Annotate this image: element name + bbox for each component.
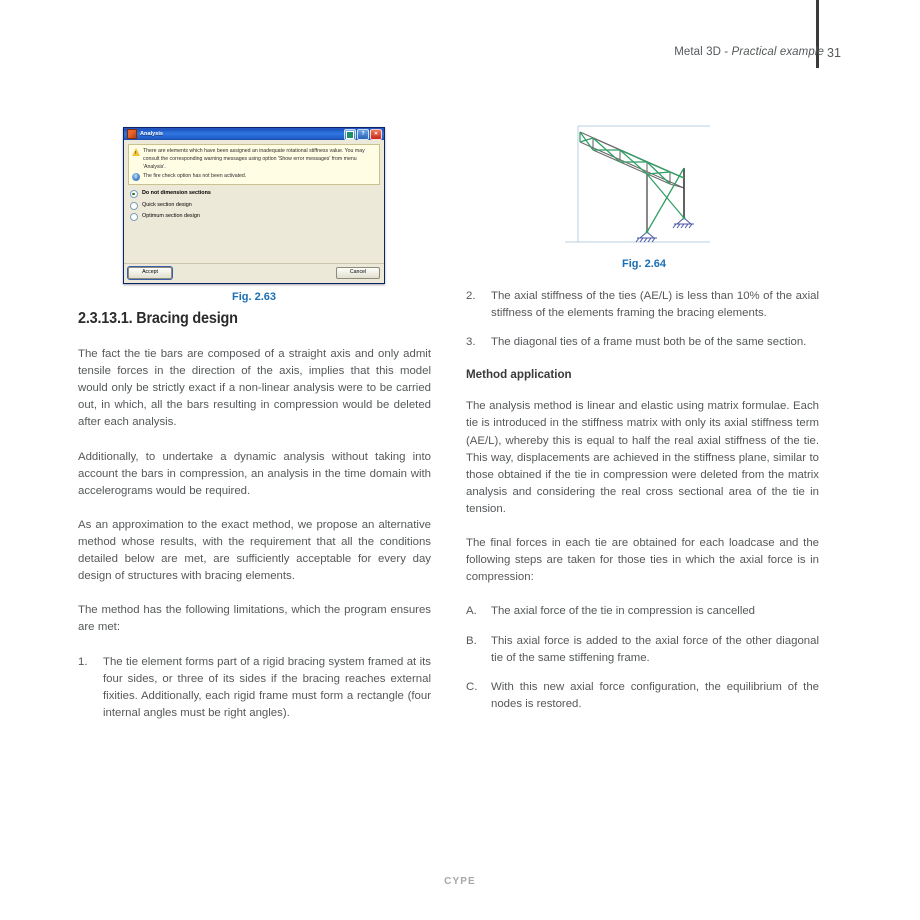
info-icon: i	[132, 173, 140, 181]
radio-quick-section-design[interactable]	[130, 202, 378, 210]
list-item-text: The axial stiffness of the ties (AE/L) is less than 10% of the axial stiffness of the elements framing the bracing elements.	[491, 290, 819, 320]
list-item-text: The diagonal ties of a frame must both be of the same section.	[491, 336, 807, 349]
radio-label: Quick section design	[142, 201, 192, 208]
list-item-text: With this new axial force configuration, the equilibrium of the nodes is restored.	[491, 680, 819, 710]
cancel-button[interactable]: Cancel	[336, 267, 380, 280]
dialog-title-buttons	[344, 129, 382, 140]
sub-heading: Method application	[466, 368, 572, 382]
list-marker: 2.	[466, 290, 476, 302]
list-item	[466, 679, 819, 713]
figure-caption-2-64: Fig. 2.64	[621, 258, 667, 270]
reference-lines	[565, 126, 710, 242]
radio-do-not-dimension-sections[interactable]	[130, 190, 378, 198]
radio-label: Do not dimension sections	[142, 190, 211, 197]
section-heading: 2.3.13.1. Bracing design	[78, 310, 238, 327]
radio-mark-icon	[130, 213, 138, 221]
figure-caption-2-63: Fig. 2.63	[231, 291, 277, 304]
list-marker: 1.	[78, 655, 88, 668]
radio-label: Optimum section design	[142, 213, 200, 220]
support-right	[673, 218, 694, 228]
truss-diagram	[560, 120, 728, 258]
warning-icon	[132, 148, 140, 156]
page-footer	[0, 876, 920, 887]
paragraph: The fact the tie bars are composed of a straight axis and only admit tensile forces in the direction of the axis, implies that this model would only be strictly exact if a non-linear analysis were to be carried out, in which, all the bars resulting in compression would be deleted after each analysis.	[78, 348, 431, 429]
application-icon	[127, 129, 137, 139]
list-item-text: The tie element forms part of a rigid bracing system framed at its four sides, or three of its sides if the bracing reaches external fixities. Additionally, each rigid frame must form a rectangle (four internal angles must be right angles).	[103, 655, 431, 719]
dialog-body	[124, 140, 384, 263]
left-column	[78, 310, 431, 722]
figure-2-64	[560, 120, 728, 270]
analysis-dialog	[123, 127, 385, 284]
header-title	[674, 46, 824, 58]
support-left	[636, 232, 657, 242]
message-box	[128, 144, 380, 185]
list-marker: C.	[466, 680, 478, 693]
header-title-plain: Metal 3D -	[674, 46, 732, 58]
page-number: 31	[827, 46, 841, 60]
list-marker: B.	[466, 634, 477, 647]
list-item	[466, 288, 819, 322]
warning-message-text: There are elements which have been assigned an inadequate rotational stiffness value. You may consult the corresponding warning messages using option 'Show error messages' from menu 'Analysis'.	[143, 148, 365, 170]
steps-list	[466, 603, 819, 713]
radio-mark-icon	[130, 202, 138, 210]
list-marker: A.	[466, 605, 477, 618]
dialog-empty-area	[128, 227, 380, 263]
footer-brand: CYPE	[444, 876, 476, 887]
list-marker: 3.	[466, 336, 476, 349]
paragraph: Additionally, to undertake a dynamic analysis without taking into account the bars in compression, an analysis in the time domain with accelerograms would be required.	[78, 450, 431, 497]
list-item	[466, 633, 819, 667]
dialog-titlebar	[124, 128, 384, 140]
list-item	[466, 334, 819, 351]
limitations-list-continued	[466, 288, 819, 351]
paragraph: The method has the following limitations, which the program ensures are met:	[78, 604, 431, 634]
accept-button[interactable]: Accept	[128, 267, 172, 280]
paragraph: As an approximation to the exact method, we propose an alternative method whose results, with the requirement that all the conditions detailed below are met, are sufficiently acceptable for every day design of structures with bracing elements.	[78, 518, 431, 583]
right-column	[466, 288, 819, 713]
section-design-options	[128, 185, 380, 227]
list-item-text: This axial force is added to the axial force of the other diagonal tie of the same stiffening frame.	[491, 634, 819, 664]
info-message-text: The fire check option has not been activated.	[143, 173, 247, 180]
dialog-title: Analysis	[140, 130, 164, 137]
figure-2-63	[123, 127, 385, 303]
radio-mark-icon	[130, 190, 138, 198]
list-item	[78, 654, 431, 722]
list-item	[466, 603, 819, 620]
help-icon[interactable]: ?	[357, 129, 369, 140]
paragraph: The final forces in each tie are obtained for each loadcase and the following steps are taken for those ties in which the axial force is in compression:	[466, 537, 819, 584]
bracing-ties	[580, 132, 684, 232]
save-icon[interactable]	[344, 129, 356, 140]
list-item-text: The axial force of the tie in compression is cancelled	[491, 605, 756, 618]
header-title-italic: Practical example	[731, 46, 824, 58]
dialog-footer	[124, 263, 384, 284]
message-row-info	[132, 173, 376, 181]
limitations-list	[78, 654, 431, 722]
paragraph: The analysis method is linear and elastic using matrix formulae. Each tie is introduced in the stiffness matrix with only its axial stiffness term (AE/L), whereby this is equal to half the real axial stiffness of the tie. This way, displacements are achieved in the stiffness plane, similar to those obtained if the tie in compression were deleted from the matrix analysis and considering the real cross sectional area of the tie in tension.	[466, 400, 819, 515]
close-icon[interactable]: ✕	[370, 129, 382, 140]
message-row-warning	[132, 148, 376, 171]
radio-optimum-section-design[interactable]	[130, 213, 378, 221]
page-header	[0, 0, 920, 72]
